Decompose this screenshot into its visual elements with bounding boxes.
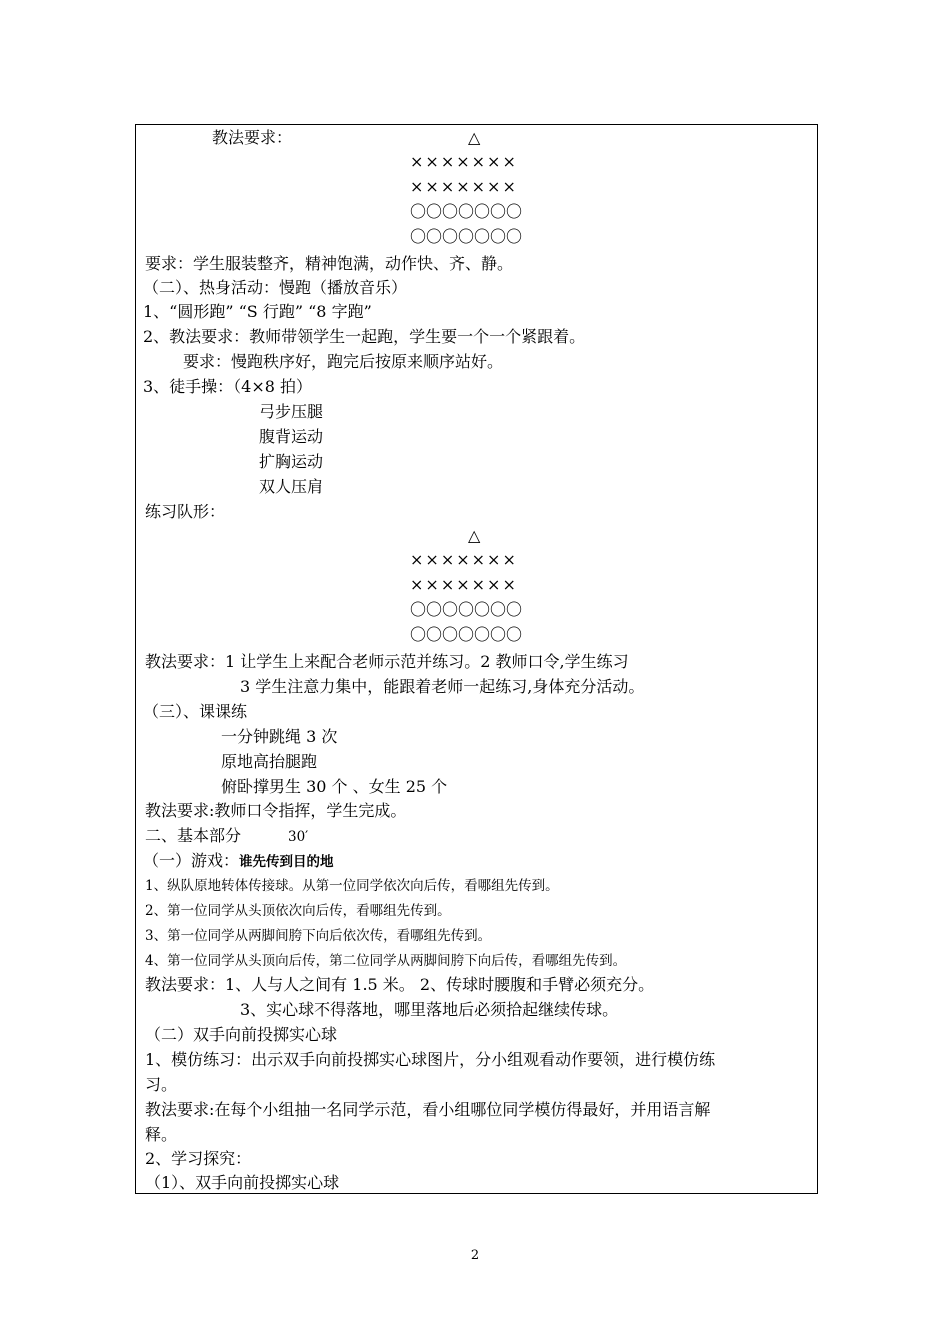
paragraph-line: （1）、双手向前投掷实心球 [145, 1173, 340, 1192]
formation-row: ××××××× [410, 152, 518, 171]
exercise-item: 扩胸运动 [259, 452, 324, 471]
paragraph-line: 教法要求:在每个小组抽一名同学示范，看小组哪位同学模仿得最好，并用语言解 [145, 1100, 711, 1119]
formation-row: ××××××× [410, 575, 518, 594]
formation-row: 〇〇〇〇〇〇〇 [410, 227, 523, 246]
warmup-requirement: 要求：慢跑秩序好，跑完后按原来顺序站好。 [183, 352, 504, 371]
duration: 30′ [288, 829, 309, 845]
game-rule: 1、纵队原地转体传接球。从第一位同学依次向后传，看哪组先传到。 [145, 878, 559, 894]
method-text: 3 学生注意力集中，能跟着老师一起练习,身体充分活动。 [240, 677, 645, 696]
game-prefix: （一）游戏： [143, 851, 240, 870]
method-text: 教法要求：1 让学生上来配合老师示范并练习。2 教师口令,学生练习 [145, 652, 629, 671]
paragraph-line: 习。 [145, 1075, 178, 1094]
drill-title: （三）、课课练 [143, 702, 248, 721]
teacher-triangle: △ [468, 526, 481, 545]
page-number: 2 [470, 1248, 480, 1263]
exercise-item: 双人压肩 [259, 477, 324, 496]
formation-row: ××××××× [410, 550, 518, 569]
drill-item: 原地高抬腿跑 [221, 752, 318, 771]
drill-item: 俯卧撑男生 30 个 、女生 25 个 [221, 777, 448, 796]
method-label: 教法要求： [212, 128, 293, 147]
game-rule: 3、第一位同学从两脚间胯下向后依次传，看哪组先传到。 [145, 928, 492, 944]
exercise-item: 腹背运动 [259, 427, 324, 446]
section-title: 二、基本部分 [145, 826, 242, 845]
warmup-item: 1、“圆形跑” “S 行跑” “8 字跑” [143, 302, 372, 321]
warmup-item: 2、教法要求：教师带领学生一起跑，学生要一个一个紧跟着。 [143, 327, 586, 346]
paragraph-line: 释。 [145, 1125, 178, 1144]
warmup-item: 3、徒手操：（4×8 拍） [143, 377, 313, 396]
paragraph-line: 1、模仿练习：出示双手向前投掷实心球图片，分小组观看动作要领，进行模仿练 [145, 1050, 716, 1069]
exercise-item: 弓步压腿 [259, 402, 324, 421]
formation-row: ××××××× [410, 177, 518, 196]
game-title [143, 851, 334, 872]
paragraph-line: 2、学习探究： [145, 1149, 252, 1168]
game-name: 谁先传到目的地 [239, 854, 334, 870]
game-rule: 4、第一位同学从头顶向后传，第二位同学从两脚间胯下向后传，看哪组先传到。 [145, 953, 627, 969]
formation-label: 练习队形： [145, 502, 226, 521]
formation-row: 〇〇〇〇〇〇〇 [410, 202, 523, 221]
formation-row: 〇〇〇〇〇〇〇 [410, 600, 523, 619]
subsection-title: （二）双手向前投掷实心球 [145, 1025, 338, 1044]
warmup-title: （二）、热身活动：慢跑（播放音乐） [143, 278, 408, 297]
requirement-text: 要求：学生服装整齐，精神饱满，动作快、齐、静。 [145, 254, 514, 273]
game-rule: 2、第一位同学从头顶依次向后传，看哪组先传到。 [145, 903, 451, 919]
teacher-triangle: △ [468, 128, 481, 147]
method-text: 教法要求:教师口令指挥，学生完成。 [145, 801, 407, 820]
method-text: 教法要求：1、人与人之间有 1.5 米。 2、传球时腰腹和手臂必须充分。 [145, 975, 655, 994]
method-text: 3、实心球不得落地，哪里落地后必须拾起继续传球。 [240, 1000, 619, 1019]
formation-row: 〇〇〇〇〇〇〇 [410, 625, 523, 644]
drill-item: 一分钟跳绳 3 次 [221, 727, 338, 746]
